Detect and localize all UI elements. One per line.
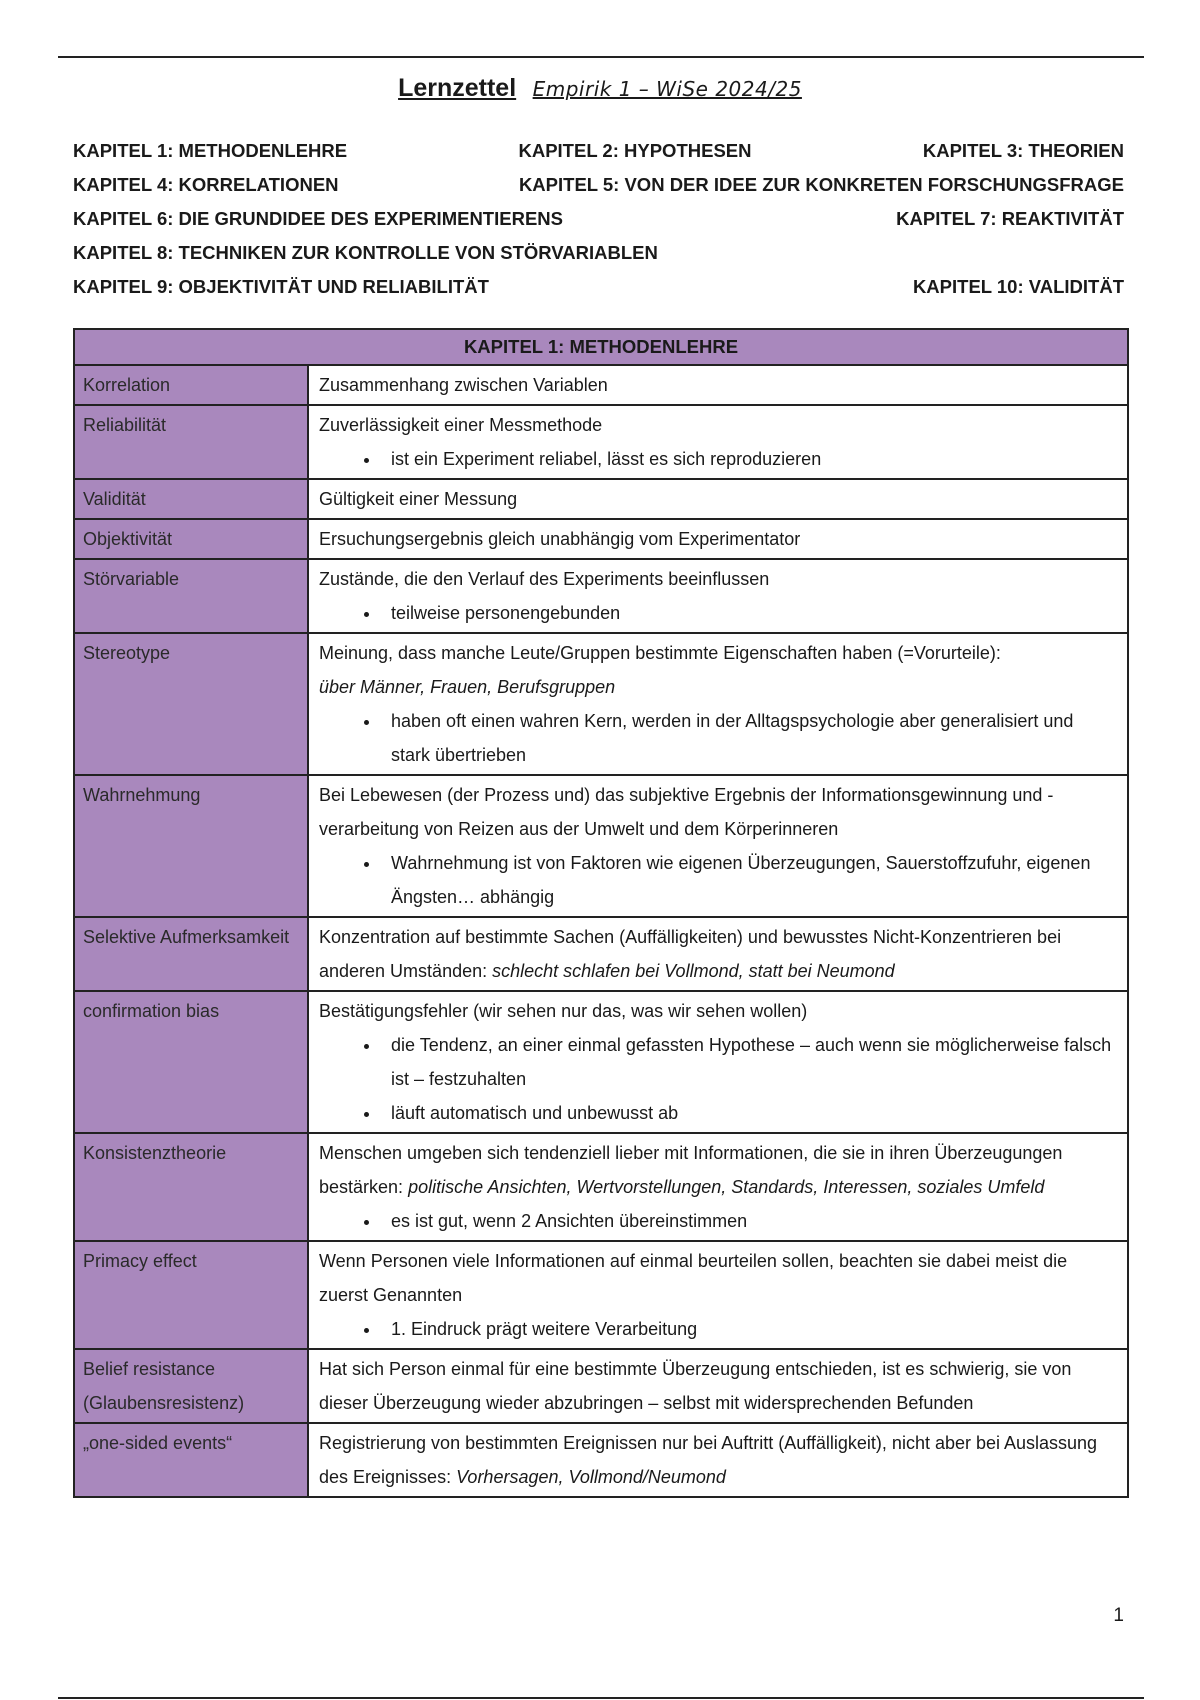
toc-chapter-2: KAPITEL 2: HYPOTHESEN bbox=[518, 140, 752, 161]
term-cell: Störvariable bbox=[74, 559, 308, 633]
definition-text: Bei Lebewesen (der Prozess und) das subjektive Ergebnis der Informationsgewinnung und -verarbeitung von Reizen aus der Umwelt und dem Körperinneren bbox=[319, 785, 1054, 839]
definition-cell bbox=[308, 991, 1128, 1133]
term-cell: Korrelation bbox=[74, 365, 308, 405]
definition-cell bbox=[308, 1349, 1128, 1423]
toc-row bbox=[73, 270, 1124, 304]
toc-chapter-8: KAPITEL 8: TECHNIKEN ZUR KONTROLLE VON STÖRVARIABLEN bbox=[73, 242, 658, 263]
table-header-row bbox=[74, 329, 1128, 365]
term-cell: Konsistenztheorie bbox=[74, 1133, 308, 1241]
toc-chapter-1: KAPITEL 1: METHODENLEHRE bbox=[73, 140, 348, 161]
toc-chapter-3: KAPITEL 3: THEORIEN bbox=[922, 140, 1124, 161]
table-row bbox=[74, 1241, 1128, 1349]
toc-chapter-6: KAPITEL 6: DIE GRUNDIDEE DES EXPERIMENTIERENS bbox=[73, 208, 563, 229]
table-row bbox=[74, 405, 1128, 479]
example-text: schlecht schlafen bei Vollmond, statt bei Neumond bbox=[492, 961, 895, 981]
definition-cell bbox=[308, 633, 1128, 775]
term-cell: Validität bbox=[74, 479, 308, 519]
term-cell: Objektivität bbox=[74, 519, 308, 559]
term-cell: Belief resistance (Glaubensresistenz) bbox=[74, 1349, 308, 1423]
definition-text: Bestätigungsfehler (wir sehen nur das, was wir sehen wollen) bbox=[319, 1001, 808, 1021]
bullet-item: • teilweise personengebunden bbox=[381, 596, 1117, 630]
definition-text: Meinung, dass manche Leute/Gruppen bestimmte Eigenschaften haben (=Vorurteile): bbox=[319, 643, 1001, 663]
definition-text: Wenn Personen viele Informationen auf einmal beurteilen sollen, beachten sie dabei meist die zuerst Genannten bbox=[319, 1251, 1068, 1305]
bullet-item: • 1. Eindruck prägt weitere Verarbeitung bbox=[381, 1312, 1117, 1346]
chapter-overview bbox=[73, 134, 1124, 304]
document-title bbox=[0, 74, 1200, 103]
bullet-item: • Wahrnehmung ist von Faktoren wie eigenen Überzeugungen, Sauerstoffzufuhr, eigenen Ängsten… abhängig bbox=[381, 846, 1117, 914]
toc-chapter-10: KAPITEL 10: VALIDITÄT bbox=[912, 276, 1124, 297]
term-cell: Reliabilität bbox=[74, 405, 308, 479]
table-row bbox=[74, 775, 1128, 917]
bullet-item: • es ist gut, wenn 2 Ansichten übereinstimmen bbox=[381, 1204, 1117, 1238]
bullet-list bbox=[319, 1312, 1117, 1346]
toc-row bbox=[73, 202, 1124, 236]
bullet-item: • ist ein Experiment reliabel, lässt es sich reproduzieren bbox=[381, 442, 1117, 476]
term-cell: confirmation bias bbox=[74, 991, 308, 1133]
definition-cell bbox=[308, 519, 1128, 559]
page-number: 1 bbox=[1113, 1605, 1124, 1626]
definition-cell bbox=[308, 1241, 1128, 1349]
bullet-list bbox=[319, 1028, 1117, 1130]
definition-text: Menschen umgeben sich tendenziell lieber mit Informationen, die sie in ihren Überzeugungen bestärken: bbox=[319, 1143, 1063, 1197]
bullet-item: • die Tendenz, an einer einmal gefassten Hypothese – auch wenn sie möglicherweise falsch ist – festzuhalten bbox=[381, 1028, 1117, 1096]
toc-chapter-9: KAPITEL 9: OBJEKTIVITÄT UND RELIABILITÄT bbox=[73, 276, 489, 297]
toc-row bbox=[73, 168, 1124, 202]
table-row bbox=[74, 365, 1128, 405]
bullet-list bbox=[319, 1204, 1117, 1238]
example-text: politische Ansichten, Wertvorstellungen, Standards, Interessen, soziales Umfeld bbox=[408, 1177, 1045, 1197]
bullet-list bbox=[319, 596, 1117, 630]
table-row bbox=[74, 1133, 1128, 1241]
toc-row bbox=[73, 134, 1124, 168]
bullet-list bbox=[319, 704, 1117, 772]
term-cell: Primacy effect bbox=[74, 1241, 308, 1349]
toc-row bbox=[73, 236, 1124, 270]
glossary-table bbox=[73, 328, 1129, 1498]
table-row bbox=[74, 479, 1128, 519]
definition-cell bbox=[308, 775, 1128, 917]
example-text: über Männer, Frauen, Berufsgruppen bbox=[319, 677, 616, 697]
definition-text: Zustände, die den Verlauf des Experiments beeinflussen bbox=[319, 569, 770, 589]
bullet-list bbox=[319, 442, 1117, 476]
definition-cell bbox=[308, 559, 1128, 633]
term-cell: Stereotype bbox=[74, 633, 308, 775]
table-row bbox=[74, 917, 1128, 991]
handwritten-subtitle: Empirik 1 – WiSe 2024/25 bbox=[532, 77, 802, 101]
term-cell: Wahrnehmung bbox=[74, 775, 308, 917]
definition-text: Hat sich Person einmal für eine bestimmte Überzeugung entschieden, ist es schwierig, sie von dieser Überzeugung wieder abzubringen – selbst mit widersprechenden Befunden bbox=[319, 1359, 1072, 1413]
definition-text: Konzentration auf bestimmte Sachen (Auffälligkeiten) und bewusstes Nicht-Konzentrieren bei anderen Umständen: bbox=[319, 927, 1062, 981]
definition-text: Ersuchungsergebnis gleich unabhängig vom Experimentator bbox=[319, 529, 801, 549]
definition-cell bbox=[308, 479, 1128, 519]
bullet-item: • läuft automatisch und unbewusst ab bbox=[381, 1096, 1117, 1130]
definition-text: Zusammenhang zwischen Variablen bbox=[319, 375, 608, 395]
table-header: KAPITEL 1: METHODENLEHRE bbox=[74, 329, 1128, 365]
table-row bbox=[74, 633, 1128, 775]
bottom-rule bbox=[58, 1697, 1144, 1699]
definition-cell bbox=[308, 1423, 1128, 1497]
toc-chapter-7: KAPITEL 7: REAKTIVITÄT bbox=[896, 208, 1124, 229]
table-row bbox=[74, 1423, 1128, 1497]
example-text: Vorhersagen, Vollmond/Neumond bbox=[456, 1467, 726, 1487]
definition-text: Zuverlässigkeit einer Messmethode bbox=[319, 415, 603, 435]
table-row bbox=[74, 1349, 1128, 1423]
bullet-list bbox=[319, 846, 1117, 914]
table-row bbox=[74, 519, 1128, 559]
table-row bbox=[74, 559, 1128, 633]
title-text: Lernzettel bbox=[398, 74, 517, 102]
toc-chapter-4: KAPITEL 4: KORRELATIONEN bbox=[73, 174, 339, 195]
definition-text: Registrierung von bestimmten Ereignissen nur bei Auftritt (Auffälligkeit), nicht aber bei Auslassung des Ereignisses: bbox=[319, 1433, 1098, 1487]
definition-cell bbox=[308, 917, 1128, 991]
top-rule bbox=[58, 56, 1144, 58]
definition-cell bbox=[308, 1133, 1128, 1241]
bullet-item: • haben oft einen wahren Kern, werden in der Alltagspsychologie aber generalisiert und stark übertrieben bbox=[381, 704, 1117, 772]
term-cell: „one-sided events“ bbox=[74, 1423, 308, 1497]
table-row bbox=[74, 991, 1128, 1133]
term-cell: Selektive Aufmerksamkeit bbox=[74, 917, 308, 991]
definition-text: Gültigkeit einer Messung bbox=[319, 489, 518, 509]
definition-cell bbox=[308, 405, 1128, 479]
toc-chapter-5: KAPITEL 5: VON DER IDEE ZUR KONKRETEN FORSCHUNGSFRAGE bbox=[518, 174, 1124, 195]
definition-cell bbox=[308, 365, 1128, 405]
